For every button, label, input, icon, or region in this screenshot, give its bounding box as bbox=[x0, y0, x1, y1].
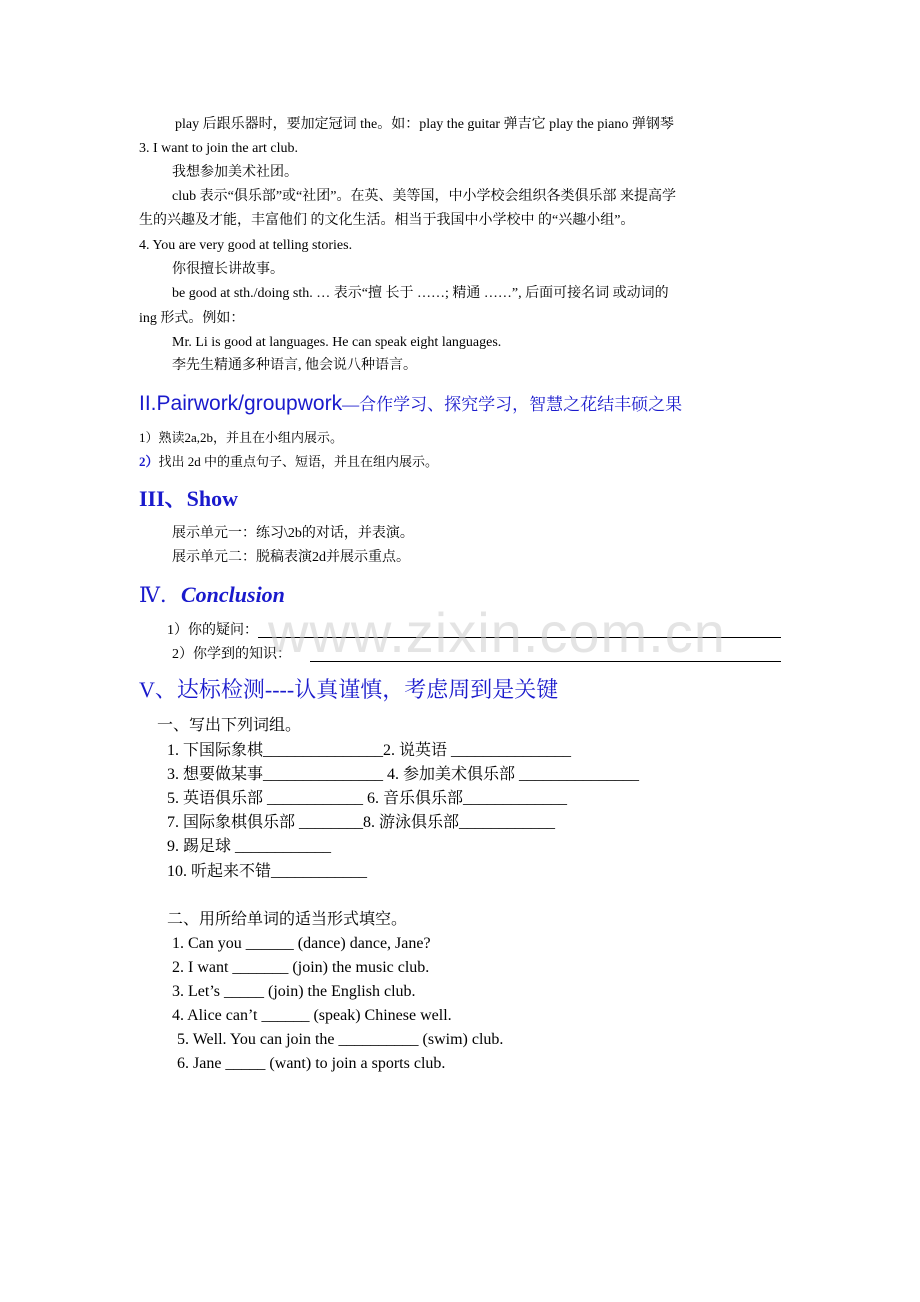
example-chinese: 李先生精通多种语言, 他会说八种语言。 bbox=[172, 358, 417, 373]
section2-item2-number: 2） bbox=[139, 454, 159, 469]
section2-title-cn: —合作学习、探究学习，智慧之花结丰硕之果 bbox=[342, 395, 683, 414]
part2-item5: 5. Well. You can join the __________ (swim) club. bbox=[177, 1031, 504, 1048]
part2-item2: 2. I want _______ (join) the music club. bbox=[172, 959, 430, 976]
be-good-note-line1: be good at sth./doing sth. … 表示“擅 长于 ……; 精通 ……”, 后面可接名词 或动词的 bbox=[172, 286, 669, 301]
section4-title-word: Conclusion bbox=[180, 582, 285, 607]
section2-title-en: II.Pairwork/groupwork bbox=[139, 392, 343, 415]
club-note-line2: 生的兴趣及才能，丰富他们 的文化生活。相当于我国中小学校中 的“兴趣小组”。 bbox=[139, 213, 635, 228]
section3-item1: 展示单元一：练习\2b的对话，并表演。 bbox=[172, 526, 414, 541]
club-note-line1: club 表示“俱乐部”或“社团”。在英、美等国，中小学校会组织各类俱乐部 来提高学 bbox=[172, 189, 676, 204]
example-english: Mr. Li is good at languages. He can speak eight languages. bbox=[172, 335, 502, 350]
question2-label: 2）你学到的知识： bbox=[172, 647, 291, 662]
watermark-text: www.zixin.com.cn bbox=[268, 601, 726, 664]
part1-row2: 3. 想要做某事_______________ 4. 参加美术俱乐部 _______________ bbox=[167, 766, 640, 783]
section3-item2: 展示单元二：脱稿表演2d并展示重点。 bbox=[172, 550, 410, 565]
section4-heading bbox=[139, 582, 285, 608]
part2-item4: 4. Alice can’t ______ (speak) Chinese well. bbox=[172, 1007, 452, 1024]
part1-row3: 5. 英语俱乐部 ____________ 6. 音乐俱乐部_____________ bbox=[167, 790, 568, 807]
section2-item2-text: 找出 2d 中的重点句子、短语，并且在组内展示。 bbox=[158, 454, 439, 469]
section4-title-number: Ⅳ． bbox=[139, 583, 181, 607]
part2-item1: 1. Can you ______ (dance) dance, Jane? bbox=[172, 935, 431, 952]
section2-item2 bbox=[139, 453, 438, 471]
part1-row4: 7. 国际象棋俱乐部 ________8. 游泳俱乐部____________ bbox=[167, 814, 556, 831]
part2-item3: 3. Let’s _____ (join) the English club. bbox=[172, 983, 416, 1000]
part2-item6: 6. Jane _____ (want) to join a sports club. bbox=[177, 1055, 446, 1072]
part1-row1: 1. 下国际象棋_______________2. 说英语 _______________ bbox=[167, 742, 572, 759]
part1-row6: 10. 听起来不错____________ bbox=[167, 863, 368, 880]
conclusion-question1 bbox=[167, 622, 258, 640]
part2-title: 二、用所给单词的适当形式填空。 bbox=[167, 911, 408, 928]
question1-label: 1）你的疑问： bbox=[167, 623, 258, 638]
item4-chinese: 你很擅长讲故事。 bbox=[172, 262, 284, 277]
part1-title: 一、写出下列词组。 bbox=[157, 717, 302, 734]
item4-english: 4. You are very good at telling stories. bbox=[139, 238, 353, 253]
section5-heading: V、达标检测----认真谨慎，考虑周到是关键 bbox=[139, 677, 559, 702]
section3-heading: III、Show bbox=[139, 486, 239, 511]
item3-english: 3. I want to join the art club. bbox=[139, 141, 299, 156]
play-note: play 后跟乐器时，要加定冠词 the。如：play the guitar 弹吉它 play the piano 弹钢琴 bbox=[175, 117, 674, 132]
section2-item1: 1）熟读2a,2b，并且在小组内展示。 bbox=[139, 430, 344, 445]
section2-heading bbox=[139, 390, 682, 418]
part1-row5: 9. 踢足球 ____________ bbox=[167, 838, 332, 855]
be-good-note-line2: ing 形式。例如： bbox=[139, 311, 245, 326]
item3-chinese: 我想参加美术社团。 bbox=[172, 165, 298, 180]
